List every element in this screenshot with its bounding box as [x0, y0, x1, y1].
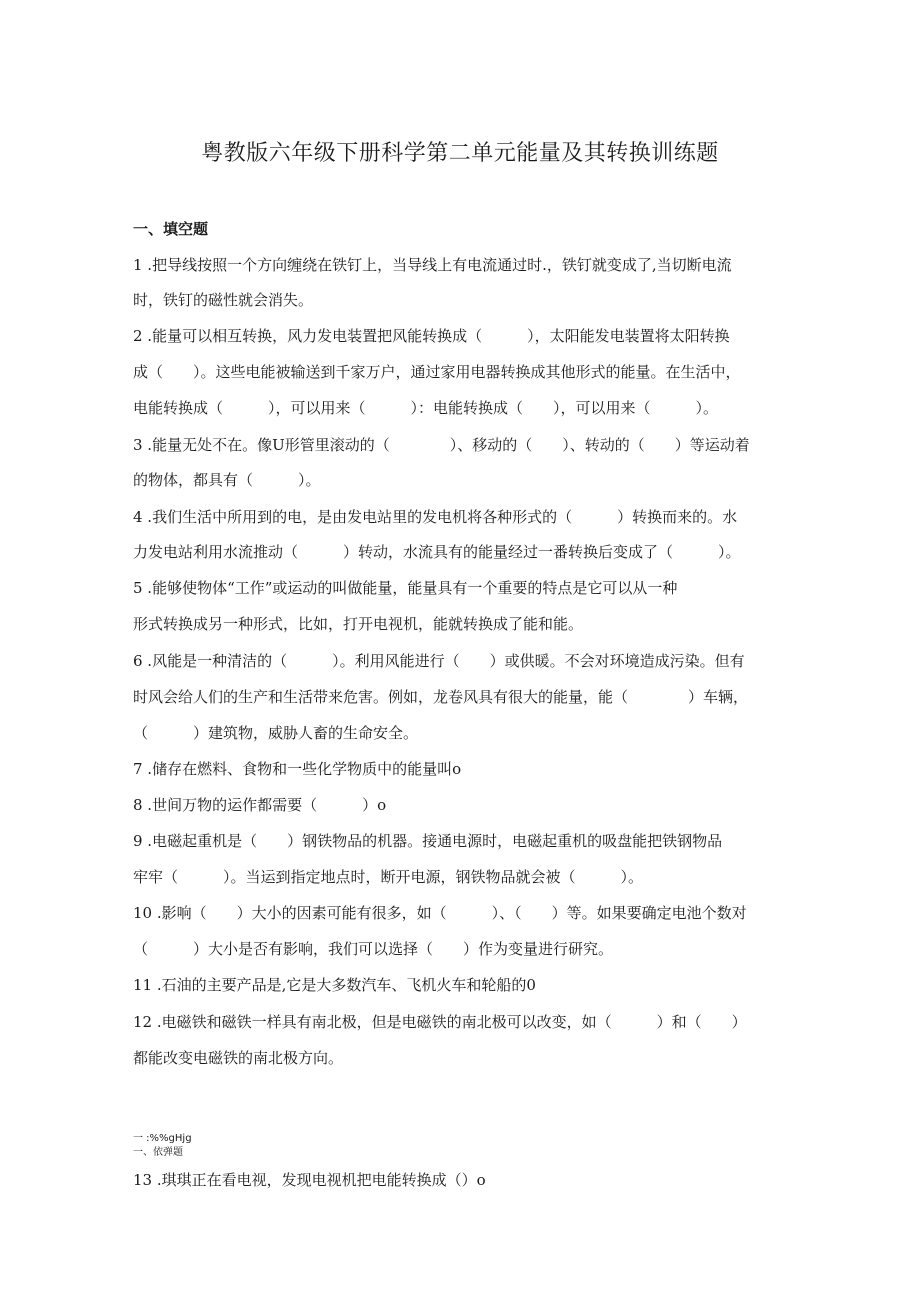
question-line: 5 .能够使物体“工作”或运动的叫做能量，能量具有一个重要的特点是它可以从一种 — [133, 579, 678, 597]
question-line: 牢牢（ ）。当运到指定地点时，断开电源，钢铁物品就会被（ ）。 — [133, 868, 644, 886]
question-line: 12 .电磁铁和磁铁一样具有南北极，但是电磁铁的南北极可以改变，如（ ）和（ ） — [133, 1013, 747, 1031]
section-heading-fill-in: 一、填空题 — [133, 220, 209, 238]
question-line: 1 .把导线按照一个方向缠绕在铁钉上，当导线上有电流通过时.，铁钉就变成了,当切断电流 — [133, 256, 732, 274]
question-line: 的物体，都具有（ ）。 — [133, 471, 321, 489]
question-line: 电能转换成（ ），可以用来（ ）：电能转换成（ ），可以用来（ ）。 — [133, 399, 719, 417]
question-line: 11 .石油的主要产品是,它是大多数汽车、飞机火车和轮船的0 — [133, 976, 536, 994]
question-line: 时风会给人们的生产和生活带来危害。例如，龙卷风具有很大的能量，能（ ）车辆， — [133, 688, 749, 706]
section-heading-choice: 一、依弹题 — [133, 1147, 183, 1158]
question-line: 10 .影响（ ）大小的因素可能有很多，如（ ）、（ ）等。如果要确定电池个数对 — [133, 904, 747, 922]
question-line: 成（ ）。这些电能被输送到千家万户，通过家用电器转换成其他形式的能量。在生活中， — [133, 363, 741, 381]
question-line: （ ）大小是否有影响，我们可以选择（ ）作为变量进行研究。 — [133, 940, 614, 958]
question-line: 13 .琪琪正在看电视，发现电视机把电能转换成（）o — [133, 1171, 486, 1189]
page-title: 粤教版六年级下册科学第二单元能量及其转换训练题 — [201, 140, 719, 166]
question-line: 都能改变电磁铁的南北极方向。 — [133, 1049, 344, 1067]
question-line: 形式转换成另一种形式，比如，打开电视机，能就转换成了能和能。 — [133, 615, 584, 633]
question-line: 8 .世间万物的运作都需要（ ）o — [133, 796, 387, 814]
question-line: 6 .风能是一种清洁的（ ）。利用风能进行（ ）或供暖。不会对环境造成污染。但有 — [133, 652, 745, 670]
question-line: 9 .电磁起重机是（ ）钢铁物品的机器。接通电源时，电磁起重机的吸盘能把铁钢物品 — [133, 832, 723, 850]
garbled-heading: 一 :%%gHjg — [133, 1133, 192, 1144]
question-line: （ ）建筑物，威胁人畜的生命安全。 — [133, 724, 419, 742]
question-line: 4 .我们生活中所用到的电，是由发电站里的发电机将各种形式的（ ）转换而来的。水 — [133, 508, 738, 526]
question-line: 时，铁钉的磁性就会消失。 — [133, 291, 314, 309]
question-line: 2 .能量可以相互转换，风力发电装置把风能转换成（ ），太阳能发电装置将太阳转换 — [133, 327, 730, 345]
question-line: 7 .储存在燃料、食物和一些化学物质中的能量叫o — [133, 760, 462, 778]
question-line: 3 .能量无处不在。像U形管里滚动的（ ）、移动的（ ）、转动的（ ）等运动着 — [133, 436, 750, 454]
question-line: 力发电站利用水流推动（ ）转动，水流具有的能量经过一番转换后变成了（ ）。 — [133, 543, 741, 561]
